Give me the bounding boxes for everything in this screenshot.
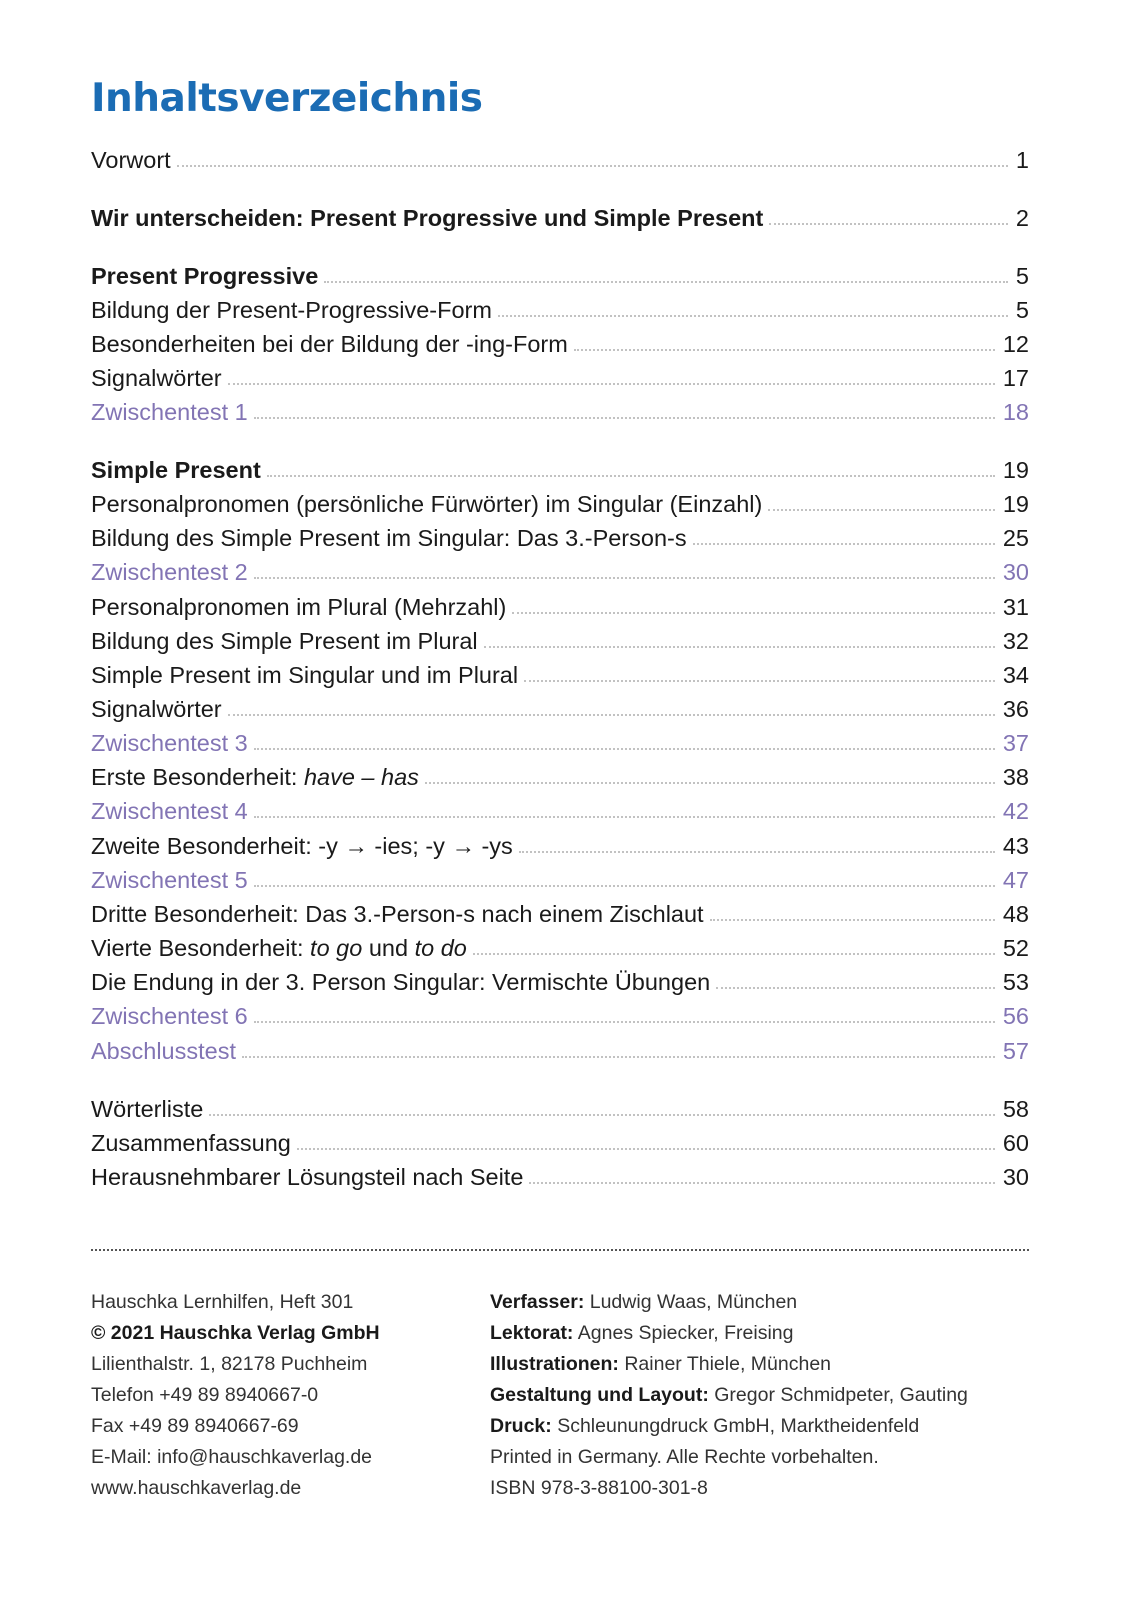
toc-entry-title	[91, 1163, 523, 1191]
toc-entry-title	[91, 398, 248, 426]
imprint-label: Illustrationen:	[490, 1353, 619, 1375]
toc-title-segment: Herausnehmbarer Lösungsteil nach Seite	[91, 1163, 524, 1190]
dot-leader	[484, 646, 995, 648]
toc-title-segment: Die Endung in der 3. Person Singular: Vermischte Übungen	[91, 968, 711, 995]
toc-entry-title	[91, 968, 710, 996]
dot-leader	[519, 851, 995, 853]
imprint-line	[490, 1349, 968, 1380]
toc-page-number: 19	[1002, 490, 1029, 517]
toc-entry	[91, 962, 1029, 996]
toc-entry	[91, 1157, 1029, 1191]
toc-page-number: 19	[1002, 456, 1029, 483]
toc-entry	[91, 358, 1029, 392]
toc-entry-title	[91, 146, 171, 174]
toc-entry-title	[91, 1095, 203, 1123]
toc-title-segment: und	[362, 934, 415, 961]
imprint-text: Ludwig Waas, München	[584, 1291, 798, 1313]
toc-title-segment: Bildung des Simple Present im Singular: Das 3.-Person-s	[91, 524, 687, 551]
toc-page-number: 2	[1015, 204, 1029, 231]
toc-entry	[91, 689, 1029, 723]
toc-page-number: 31	[1002, 593, 1029, 620]
toc-page-number: 42	[1002, 797, 1029, 824]
toc-entry	[91, 928, 1029, 962]
dot-leader	[524, 680, 995, 682]
toc-page-number: 48	[1002, 900, 1029, 927]
toc-entry	[91, 894, 1029, 928]
toc-entry-title	[91, 558, 248, 586]
toc-page-number: 17	[1002, 364, 1029, 391]
toc-title-segment: Dritte Besonderheit: Das 3.-Person-s nach einem Zischlaut	[91, 900, 704, 927]
toc-title-segment: Zwischentest 4	[91, 797, 248, 824]
dot-leader	[228, 714, 995, 716]
toc-entry-title	[91, 456, 261, 484]
dot-leader	[529, 1182, 994, 1184]
toc-entry	[91, 392, 1029, 426]
dot-leader	[254, 816, 995, 818]
toc-entry-title	[91, 593, 506, 621]
dot-leader	[574, 349, 995, 351]
dot-leader	[693, 543, 995, 545]
imprint-text: Telefon +49 89 8940667-0	[91, 1384, 319, 1406]
toc-entry-title	[91, 763, 419, 791]
imprint-text: Fax +49 89 8940667-69	[91, 1415, 299, 1437]
toc-entry-title	[91, 262, 318, 290]
dot-leader	[267, 475, 995, 477]
toc-page-number: 25	[1002, 524, 1029, 551]
toc-entry	[91, 996, 1029, 1030]
toc-page-number: 56	[1002, 1002, 1029, 1029]
imprint-line	[91, 1473, 380, 1504]
imprint-text: Schleunungdruck GmbH, Marktheidenfeld	[551, 1415, 920, 1437]
toc-title-segment: Simple Present im Singular und im Plural	[91, 661, 519, 688]
toc-page-number: 58	[1002, 1095, 1029, 1122]
imprint-publisher	[91, 1287, 380, 1504]
toc-entry	[91, 290, 1029, 324]
toc-page-number: 32	[1002, 627, 1029, 654]
toc-title-segment: Signalwörter	[91, 695, 222, 722]
dot-leader	[425, 782, 995, 784]
toc-page-number: 57	[1002, 1037, 1029, 1064]
imprint-text: ISBN 978-3-88100-301-8	[490, 1477, 708, 1499]
toc-entry-title	[91, 832, 513, 860]
toc-page-number: 47	[1002, 866, 1029, 893]
toc-page-number: 1	[1015, 146, 1029, 173]
imprint-line	[490, 1411, 968, 1442]
toc-title-segment: Simple Present	[91, 456, 261, 483]
dot-leader	[769, 223, 1008, 225]
toc-entry-title	[91, 1037, 236, 1065]
imprint-line	[490, 1473, 968, 1504]
toc-title-segment: to go	[310, 934, 363, 961]
toc-title-segment: Bildung der Present-Progressive-Form	[91, 296, 492, 323]
toc-title-segment: Zwischentest 6	[91, 1002, 248, 1029]
imprint-line	[490, 1442, 968, 1473]
imprint-text: E-Mail: info@hauschkaverlag.de	[91, 1446, 373, 1468]
toc-page-number: 5	[1015, 296, 1029, 323]
imprint-line	[91, 1380, 380, 1411]
imprint-line	[91, 1411, 380, 1442]
toc-title-segment: Besonderheiten bei der Bildung der -ing-Form	[91, 330, 568, 357]
dot-leader	[177, 165, 1008, 167]
toc-page-number: 52	[1002, 934, 1029, 961]
imprint-label: Druck:	[490, 1415, 552, 1437]
dot-leader	[254, 885, 995, 887]
toc-entry	[91, 757, 1029, 791]
toc-entry	[91, 791, 1029, 825]
imprint-text: Agnes Spiecker, Freising	[573, 1322, 794, 1344]
dot-leader	[228, 383, 995, 385]
toc-entry-title	[91, 661, 518, 689]
imprint-credits	[490, 1287, 968, 1504]
dot-leader	[242, 1056, 995, 1058]
toc-page-number: 12	[1002, 330, 1029, 357]
imprint-label: Lektorat:	[490, 1322, 574, 1344]
toc-title-segment: Zweite Besonderheit: -y → -ies; -y → -ys	[91, 832, 513, 859]
toc-entry	[91, 655, 1029, 689]
toc-entry-title	[91, 296, 492, 324]
toc-entry	[91, 256, 1029, 290]
toc-entry-title	[91, 364, 222, 392]
toc-page-number: 30	[1002, 558, 1029, 585]
toc-title-segment: Vierte Besonderheit:	[91, 934, 311, 961]
dot-leader	[254, 748, 995, 750]
toc-page-number: 53	[1002, 968, 1029, 995]
toc-title-segment: Zwischentest 2	[91, 558, 248, 585]
toc-title-segment: Erste Besonderheit:	[91, 763, 304, 790]
toc-entry	[91, 552, 1029, 586]
toc-title-segment: Wir unterscheiden: Present Progressive und Simple Present	[91, 204, 764, 231]
toc-page-number: 5	[1015, 262, 1029, 289]
toc-entry	[91, 324, 1029, 358]
toc-entry-title	[91, 330, 568, 358]
toc-entry-title	[91, 900, 704, 928]
dot-leader	[512, 612, 995, 614]
toc-title-segment: Signalwörter	[91, 364, 222, 391]
toc-entry	[91, 140, 1029, 174]
imprint-label: Gestaltung und Layout:	[490, 1384, 709, 1406]
toc-title-segment: Zwischentest 5	[91, 866, 248, 893]
toc-title-segment: Bildung des Simple Present im Plural	[91, 627, 478, 654]
toc-entry	[91, 1031, 1029, 1065]
imprint-text: Gregor Schmidpeter, Gauting	[708, 1384, 968, 1406]
toc-title-segment: Personalpronomen (persönliche Fürwörter) im Singular (Einzahl)	[91, 490, 763, 517]
toc-entry-title	[91, 490, 762, 518]
toc-page-number: 36	[1002, 695, 1029, 722]
imprint-text: Rainer Thiele, München	[618, 1353, 832, 1375]
imprint-text: Printed in Germany. Alle Rechte vorbehalten.	[490, 1446, 879, 1468]
imprint-line	[91, 1287, 380, 1318]
toc-page-number: 37	[1002, 729, 1029, 756]
imprint-text: Lilienthalstr. 1, 82178 Puchheim	[91, 1353, 368, 1375]
toc-entry	[91, 723, 1029, 757]
toc-entry-title	[91, 729, 248, 757]
toc-entry	[91, 1089, 1029, 1123]
imprint-line	[91, 1349, 380, 1380]
toc-title-segment: Abschlusstest	[91, 1037, 236, 1064]
toc-title-segment: Present Progressive	[91, 262, 319, 289]
toc-page-number: 43	[1002, 832, 1029, 859]
toc-page-number: 60	[1002, 1129, 1029, 1156]
imprint-copyright: © 2021 Hauschka Verlag GmbH	[91, 1322, 380, 1344]
toc-entry	[91, 1123, 1029, 1157]
toc-title-segment: Zwischentest 3	[91, 729, 248, 756]
toc-entry	[91, 484, 1029, 518]
toc-page-number: 18	[1002, 398, 1029, 425]
toc-title-segment: Vorwort	[91, 146, 171, 173]
dot-leader	[254, 577, 995, 579]
dot-leader	[209, 1114, 995, 1116]
dot-leader	[297, 1148, 995, 1150]
toc-entry-title	[91, 866, 248, 894]
toc-entry	[91, 198, 1029, 232]
imprint-text: www.hauschkaverlag.de	[91, 1477, 302, 1499]
toc-entry	[91, 587, 1029, 621]
dotted-separator	[91, 1249, 1029, 1251]
imprint-line	[490, 1380, 968, 1411]
page-title: Inhaltsverzeichnis	[91, 76, 483, 121]
toc-page-number: 30	[1002, 1163, 1029, 1190]
dot-leader	[498, 315, 1008, 317]
toc-title-segment: to do	[414, 934, 467, 961]
toc-entry-title	[91, 524, 687, 552]
imprint-line	[490, 1318, 968, 1349]
dot-leader	[254, 417, 995, 419]
toc-title-segment: Personalpronomen im Plural (Mehrzahl)	[91, 593, 507, 620]
toc-title-segment: Zwischentest 1	[91, 398, 248, 425]
imprint-line	[91, 1442, 380, 1473]
dot-leader	[716, 987, 995, 989]
toc-title-segment: have – has	[303, 763, 419, 790]
toc-page-number: 34	[1002, 661, 1029, 688]
toc-entry	[91, 450, 1029, 484]
toc-entry-title	[91, 934, 467, 962]
imprint-label: Verfasser:	[490, 1291, 585, 1313]
dot-leader	[710, 919, 995, 921]
dot-leader	[768, 509, 995, 511]
dot-leader	[254, 1021, 995, 1023]
toc-entry	[91, 826, 1029, 860]
imprint-line	[490, 1287, 968, 1318]
toc-entry	[91, 518, 1029, 552]
toc-entry	[91, 860, 1029, 894]
toc-title-segment: Wörterliste	[91, 1095, 204, 1122]
toc-title-segment: Zusammenfassung	[91, 1129, 291, 1156]
imprint-text: Hauschka Lernhilfen, Heft 301	[91, 1291, 354, 1313]
toc-entry-title	[91, 1002, 248, 1030]
dot-leader	[473, 953, 995, 955]
toc-entry-title	[91, 695, 222, 723]
toc-entry-title	[91, 204, 763, 232]
toc-entry-title	[91, 1129, 291, 1157]
imprint-line	[91, 1318, 380, 1349]
dot-leader	[324, 281, 1008, 283]
toc-page-number: 38	[1002, 763, 1029, 790]
toc-entry	[91, 621, 1029, 655]
toc-entry-title	[91, 797, 248, 825]
toc-entry-title	[91, 627, 478, 655]
